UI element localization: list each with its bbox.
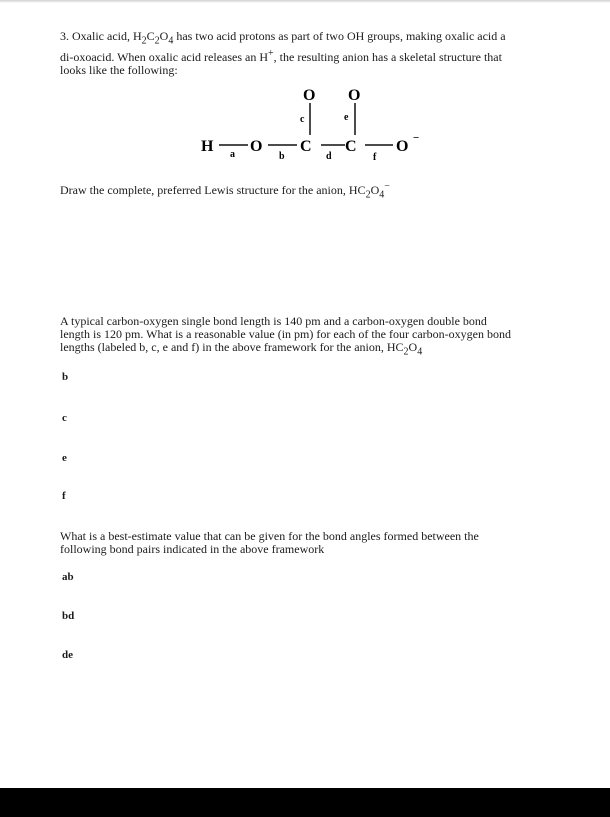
- bond-length-label-f: f: [62, 490, 66, 502]
- bond-length-line-2: length is 120 pm. What is a reasonable value (in pm) for each of the four carbon-oxygen bond: [60, 327, 511, 341]
- bond-length-line-1: A typical carbon-oxygen single bond length is 140 pm and a carbon-oxygen double bond: [60, 314, 487, 328]
- subscript: 4: [379, 189, 385, 201]
- bond-label-e: e: [344, 112, 349, 123]
- intro-text: di-oxoacid. When oxalic acid releases an H: [60, 50, 269, 65]
- intro-line-3: looks like the following:: [60, 63, 178, 78]
- atom-o3: O: [348, 87, 361, 104]
- superscript: −: [384, 181, 390, 192]
- atom-o4: O: [396, 138, 409, 155]
- subscript: 2: [403, 346, 409, 358]
- subscript: 4: [417, 346, 423, 358]
- subscript: 2: [141, 35, 147, 47]
- bond-label-b: b: [279, 151, 285, 162]
- bond-angle-label-de: de: [62, 649, 73, 661]
- superscript: +: [268, 48, 274, 60]
- subscript: 2: [365, 189, 371, 201]
- bond-length-label-b: b: [62, 371, 69, 383]
- subscript: 4: [168, 35, 174, 47]
- bond-angle-label-bd: bd: [62, 610, 75, 622]
- atom-c2: C: [345, 138, 357, 155]
- bond-angle-line-1: What is a best-estimate value that can be given for the bond angles formed between the: [60, 529, 479, 543]
- bond-angle-label-ab: ab: [62, 571, 74, 583]
- lewis-prompt-text: Draw the complete, preferred Lewis structure for the anion, HC: [60, 183, 366, 197]
- bond-length-line-3: [60, 341, 560, 358]
- intro-text: Oxalic acid, H: [72, 29, 142, 43]
- intro-text: C: [146, 29, 155, 43]
- bond-label-d: d: [326, 151, 332, 162]
- atom-c1: C: [300, 138, 312, 155]
- intro-text: O: [159, 29, 169, 43]
- atom-h: H: [201, 138, 214, 155]
- bond-label-c: c: [300, 114, 305, 125]
- bond-length-text: O: [408, 340, 418, 354]
- question-number: 3.: [60, 29, 69, 43]
- bond-label-a: a: [230, 149, 235, 160]
- intro-text: , the resulting anion has a skeletal structure that: [273, 50, 502, 65]
- charge-minus: −: [413, 132, 420, 144]
- bond-angle-line-2: following bond pairs indicated in the above framework: [60, 542, 325, 556]
- bond-angle-prompt: [60, 530, 560, 556]
- atom-o2: O: [303, 87, 316, 104]
- skeletal-structure: [0, 0, 610, 200]
- bond-length-text: lengths (labeled b, c, e and f) in the above framework for the anion, HC: [60, 340, 404, 354]
- bond-length-prompt: [60, 315, 560, 358]
- bond-label-f: f: [373, 152, 377, 163]
- atom-o1: O: [250, 138, 263, 155]
- page-bottom-bar: [0, 788, 610, 817]
- lewis-prompt-text: O: [370, 183, 380, 197]
- intro-text: has two acid protons as part of two OH groups, making oxalic acid a: [173, 29, 506, 43]
- subscript: 2: [154, 35, 160, 47]
- lewis-prompt: [60, 180, 560, 201]
- bond-length-label-c: c: [62, 412, 67, 424]
- bond-length-label-e: e: [62, 452, 67, 464]
